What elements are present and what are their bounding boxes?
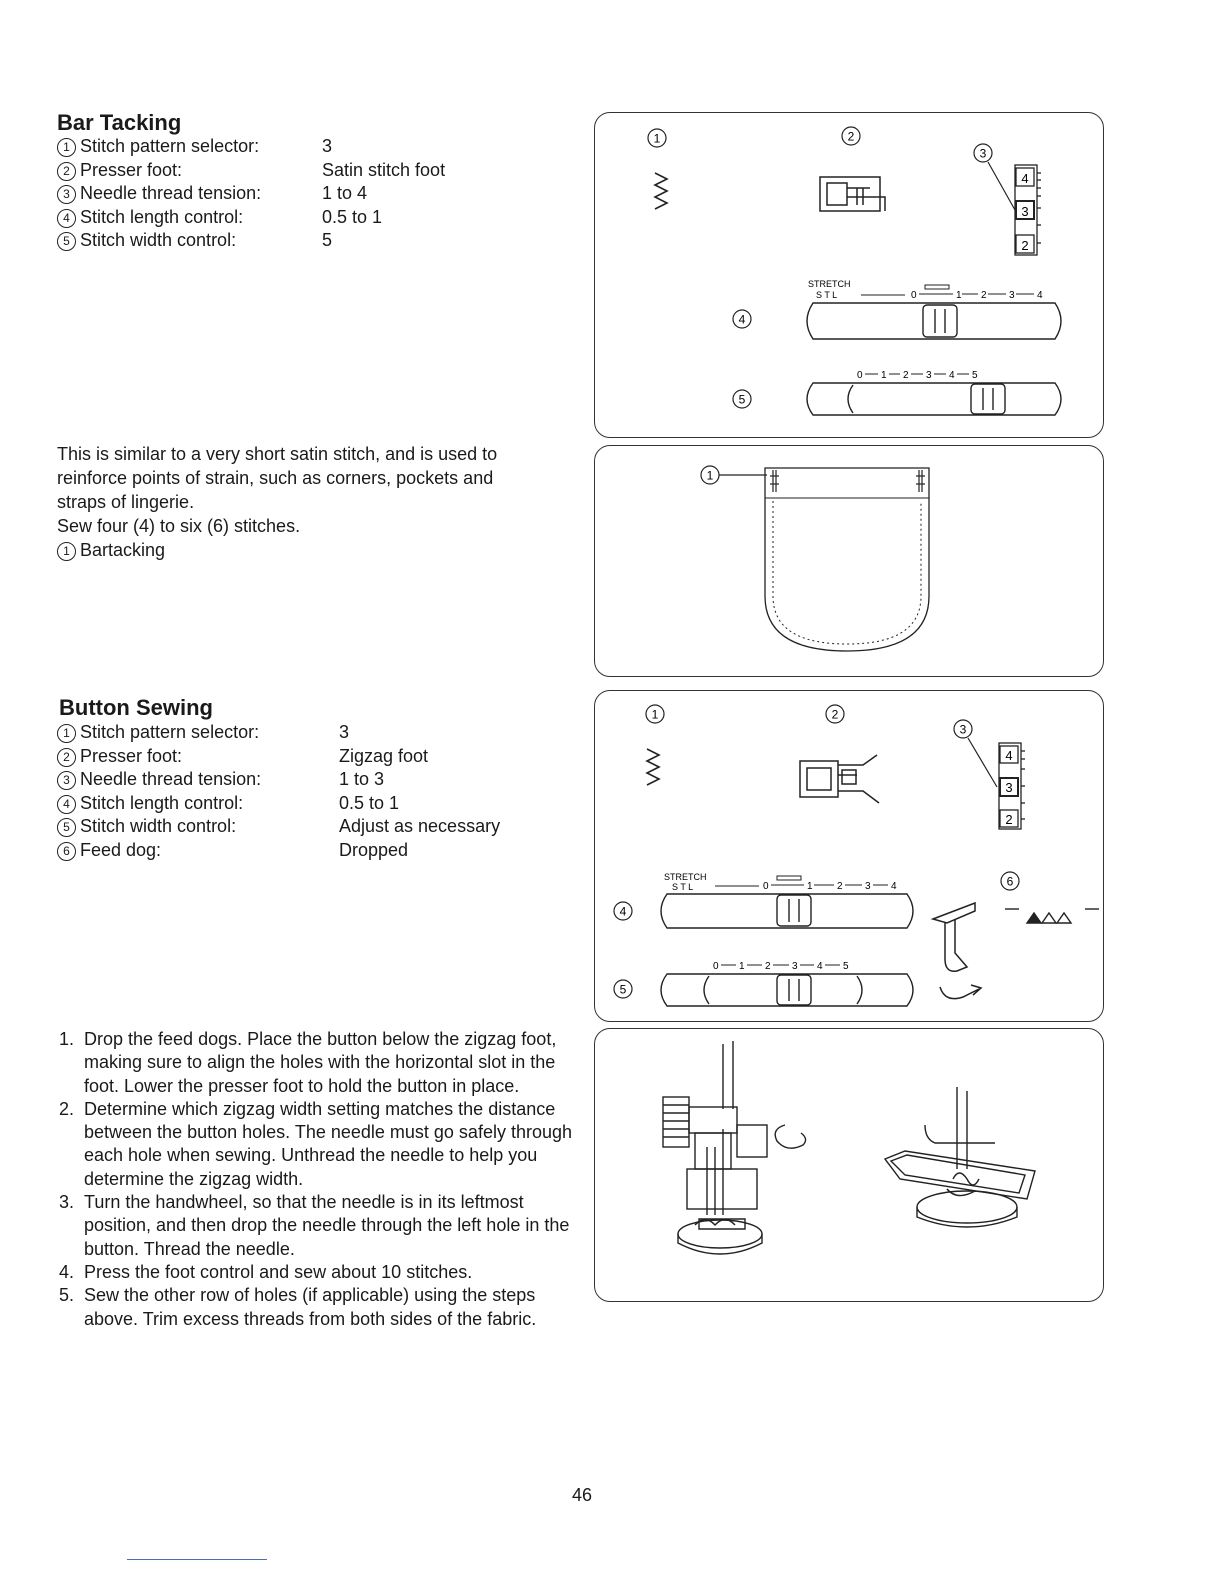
zigzag-foot-with-button-front-icon: [663, 1041, 806, 1254]
callout-number: 1: [653, 131, 661, 146]
zigzag-pattern-icon: [647, 749, 659, 785]
tension-number: 3: [1005, 780, 1013, 795]
step-item: 3. Turn the handwheel, so that the needle is in its leftmost position, and then drop the needle through the left hole in the button. Thread the needle.: [59, 1192, 570, 1259]
bartacking-callout: 1 Bartacking: [57, 538, 497, 562]
svg-text:2: 2: [765, 961, 771, 972]
svg-text:0: 0: [857, 370, 863, 381]
callout-number: 6: [1006, 874, 1014, 889]
footer-rule: [127, 1559, 267, 1560]
setting-row: 5 Stitch width control: 5: [57, 229, 445, 253]
setting-row: 4 Stitch length control: 0.5 to 1: [57, 792, 500, 816]
callout-number: 4: [619, 904, 627, 919]
svg-text:3: 3: [1009, 290, 1015, 301]
button-sewing-illustration: [594, 1028, 1104, 1302]
setting-row: 2 Presser foot: Satin stitch foot: [57, 159, 445, 183]
setting-row: 6 Feed dog: Dropped: [57, 839, 500, 863]
svg-text:3: 3: [865, 881, 871, 892]
bar-tacking-description: This is similar to a very short satin stitch, and is used to reinforce points of strain, such as corners, pockets and straps of lingerie. Sew four (4) to six (6) stitches. 1 Bartacking: [57, 444, 498, 560]
tension-number: 3: [1021, 204, 1029, 219]
stl-label: S T L: [816, 290, 838, 300]
length-scale: [911, 290, 1043, 301]
stitch-length-slider: [661, 894, 913, 928]
svg-text:5: 5: [843, 961, 849, 972]
callout-number: 3: [959, 722, 967, 737]
length-scale: [763, 881, 897, 892]
svg-text:1: 1: [807, 881, 813, 892]
svg-text:1: 1: [956, 290, 962, 301]
callout-number: 2: [831, 707, 839, 722]
setting-row: 4 Stitch length control: 0.5 to 1: [57, 206, 445, 230]
setting-row: 2 Presser foot: Zigzag foot: [57, 745, 500, 769]
svg-text:2: 2: [903, 370, 909, 381]
step-item: 1. Drop the feed dogs. Place the button below the zigzag foot, making sure to align the holes with the horizontal slot in the foot. Lower the presser foot to hold the button in place.: [59, 1029, 557, 1096]
stitch-length-slider: [807, 303, 1061, 339]
tension-number: 2: [1021, 238, 1029, 253]
callout-number: 3: [979, 146, 987, 161]
svg-text:0: 0: [911, 290, 917, 301]
callout-number: 1: [706, 468, 714, 483]
svg-text:4: 4: [949, 370, 955, 381]
svg-text:1: 1: [739, 961, 745, 972]
zigzag-foot-with-button-side-icon: [885, 1087, 1035, 1227]
setting-row: 3 Needle thread tension: 1 to 4: [57, 182, 445, 206]
setting-row: 5 Stitch width control: Adjust as necessary: [57, 815, 500, 839]
step-item: 2. Determine which zigzag width setting matches the distance between the button holes. The needle must go safely through each hole when sewing. Unthread the needle to help you determine the zigzag width.: [59, 1098, 573, 1189]
stitch-width-slider: [807, 383, 1061, 415]
stitch-width-slider: [661, 974, 913, 1006]
svg-text:0: 0: [763, 881, 769, 892]
zigzag-pattern-icon: [655, 173, 667, 209]
svg-text:4: 4: [891, 881, 897, 892]
svg-text:0: 0: [713, 961, 719, 972]
bartacking-pocket-diagram: [594, 445, 1104, 677]
button-sewing-settings: [57, 721, 500, 862]
svg-text:5: 5: [972, 370, 978, 381]
button-sewing-title: Button Sewing: [59, 695, 213, 720]
bartack-mark: [916, 470, 925, 492]
bar-tacking-settings-diagram: [594, 112, 1104, 438]
tension-number: 4: [1021, 171, 1029, 186]
svg-text:3: 3: [926, 370, 932, 381]
button-sewing-settings-diagram: [594, 690, 1104, 1022]
leader-line: [988, 162, 1015, 210]
page-number: 46: [572, 1485, 593, 1505]
button-sewing-steps: [57, 1028, 577, 1331]
svg-text:4: 4: [1037, 290, 1043, 301]
bar-tacking-title: Bar Tacking: [57, 110, 182, 135]
stretch-label: STRETCH: [664, 872, 707, 882]
setting-row: 1 Stitch pattern selector: 3: [57, 721, 500, 745]
tension-number: 2: [1005, 812, 1013, 827]
svg-text:4: 4: [817, 961, 823, 972]
callout-number: 5: [738, 392, 746, 407]
stl-label: S T L: [672, 882, 694, 892]
feed-dog-lever-icon: [933, 903, 981, 999]
setting-row: 1 Stitch pattern selector: 3: [57, 135, 445, 159]
callout-number: 5: [619, 982, 627, 997]
callout-number: 2: [847, 129, 855, 144]
step-item: 5. Sew the other row of holes (if applicable) using the steps above. Trim excess threads from both sides of the fabric.: [59, 1285, 537, 1329]
stretch-label: STRETCH: [808, 279, 851, 289]
width-scale: [857, 370, 978, 381]
satin-stitch-foot-icon: [820, 177, 885, 211]
step-item: 4. Press the foot control and sew about 10 stitches.: [59, 1261, 473, 1282]
bar-tacking-settings: [57, 135, 445, 253]
callout-number: 1: [651, 707, 659, 722]
zigzag-foot-icon: [800, 755, 879, 803]
svg-text:1: 1: [881, 370, 887, 381]
setting-row: 3 Needle thread tension: 1 to 3: [57, 768, 500, 792]
width-scale: [713, 961, 849, 972]
feed-dog-dropped-icon: [1005, 909, 1099, 923]
svg-text:3: 3: [792, 961, 798, 972]
leader-line: [968, 738, 997, 787]
pocket-illustration: [765, 468, 929, 651]
bartack-mark: [770, 470, 779, 492]
svg-text:2: 2: [981, 290, 987, 301]
tension-number: 4: [1005, 748, 1013, 763]
callout-number: 4: [738, 312, 746, 327]
svg-text:2: 2: [837, 881, 843, 892]
